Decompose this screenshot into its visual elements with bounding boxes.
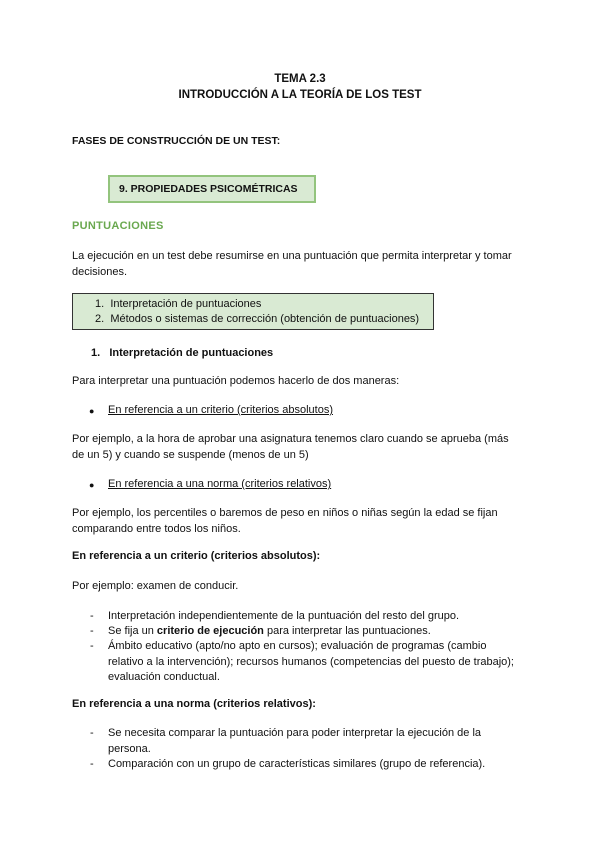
criterio-item-2 (108, 624, 431, 640)
dash-icon: - (90, 610, 94, 622)
criterio-item-2-post: para interpretar las puntuaciones. (263, 625, 431, 637)
intro-line-2: decisiones. (72, 265, 128, 278)
example-1-line-1: Por ejemplo, a la hora de aprobar una asignatura tenemos claro cuando se aprueba (más (72, 433, 509, 445)
bullet-icon: ● (89, 406, 95, 416)
bullet-criterio: En referencia a un criterio (criterios absolutos) (108, 404, 333, 416)
heading-number: 1. (91, 347, 101, 359)
dash-icon: - (90, 625, 94, 637)
bullet-norma: En referencia a una norma (criterios relativos) (108, 478, 332, 490)
criterio-item-3 (108, 639, 514, 686)
list-text: Métodos o sistemas de corrección (obtención de puntuaciones) (110, 313, 420, 325)
criterio-item-3-line-3: evaluación conductual. (108, 671, 220, 683)
example-2-line-1: Por ejemplo, los percentiles o baremos de peso en niños o niñas según la edad se fijan (72, 507, 498, 519)
criterio-heading: En referencia a un criterio (criterios absolutos): (72, 550, 321, 562)
dash-icon: - (90, 758, 94, 770)
norma-item-1 (108, 726, 481, 757)
title-line-1: TEMA 2.3 (274, 73, 326, 85)
subheading-puntuaciones: PUNTUACIONES (72, 220, 164, 232)
section-heading: FASES DE CONSTRUCCIÓN DE UN TEST: (72, 135, 281, 147)
criterio-item-2-pre: Se fija un (108, 625, 157, 637)
criterio-item-3-line-2: relativo a la intervención); recursos humanos (competencias del puesto de trabajo); (108, 655, 514, 668)
criterio-example: Por ejemplo: examen de conducir. (72, 580, 239, 592)
boxed-list-item (95, 297, 433, 312)
numbered-heading (91, 346, 273, 362)
dash-icon: - (90, 640, 94, 652)
list-text: Interpretación de puntuaciones (110, 298, 262, 310)
norma-item-1-line-1: Se necesita comparar la puntuación para poder interpretar la ejecución de la (108, 727, 482, 739)
criterio-item-1: Interpretación independientemente de la puntuación del resto del grupo. (108, 610, 460, 622)
boxed-list-item (95, 312, 433, 327)
boxed-list (72, 293, 434, 330)
criterio-item-3-line-1: Ámbito educativo (apto/no apto en cursos); evaluación de programas (cambio (108, 640, 487, 652)
intro-line-1: La ejecución en un test debe resumirse en una puntuación que permita interpretar y tomar (72, 250, 512, 262)
example-2-line-2: comparando entre todos los niños. (72, 522, 241, 535)
bullet-icon: ● (89, 480, 95, 490)
heading-text: Interpretación de puntuaciones (109, 347, 274, 359)
criterio-item-2-bold: criterio de ejecución (156, 625, 264, 637)
dash-icon: - (90, 727, 94, 739)
example-2-paragraph (72, 506, 498, 537)
example-1-paragraph (72, 432, 509, 463)
example-1-line-2: de un 5) y cuando se suspende (menos de un 5) (72, 448, 309, 461)
norma-item-2: Comparación con un grupo de características similares (grupo de referencia). (108, 758, 486, 770)
two-ways-paragraph: Para interpretar una puntuación podemos hacerlo de dos maneras: (72, 375, 400, 387)
norma-item-1-line-2: persona. (108, 742, 151, 755)
list-number: 1. (95, 298, 105, 310)
title-line-2: INTRODUCCIÓN A LA TEORÍA DE LOS TEST (178, 89, 422, 101)
highlight-box: 9. PROPIEDADES PSICOMÉTRICAS (108, 175, 316, 203)
norma-heading: En referencia a una norma (criterios relativos): (72, 698, 316, 710)
list-number: 2. (95, 313, 105, 325)
intro-paragraph (72, 249, 512, 280)
